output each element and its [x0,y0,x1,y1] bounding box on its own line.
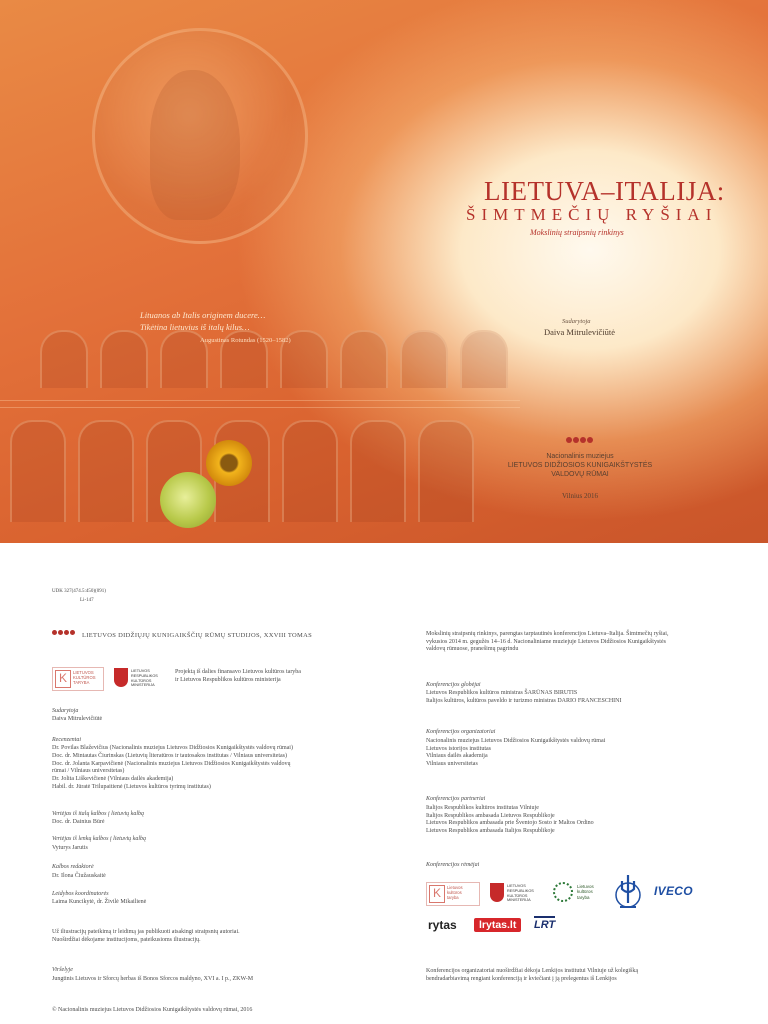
udk-code: UDK 327(474.5:450)(091) [52,589,106,594]
partners-list [426,805,594,835]
logo-line: LIETUVOS [507,884,526,888]
text-line: Už iliustracijų pateikimą ir leidimą jas publikuoti atsakingi straipsnių autoriai. [52,929,240,935]
logo-line: Lietuvos [447,885,463,890]
publisher-line: Nacionalinis muziejus [546,453,614,460]
editor-name: Daiva Mitrulevičiūtė [52,716,103,722]
partner: Italijos Respublikos ambasada Lietuvos Respublikoje [426,812,555,819]
logo-line: Lietuvos [577,884,594,889]
series-logo-icon [52,630,75,635]
publisher-line: VALDOVŲ RŪMAI [551,471,609,478]
reviewer: Dr. Jolita Liškevičienė (Vilniaus dailės akademija) [52,776,174,783]
logo-line: taryba [577,894,590,900]
text-line: Projektą iš dalies finansavo Lietuvos kultūros taryba [175,669,301,675]
reviewers-label: Recenzentai [52,737,81,743]
text-line: bendradarbiavimą rengiant konferenciją ir kviečiant į ją prelegentus iš Lenkijos [426,975,617,982]
portrait-profile [150,70,240,220]
patrons-list [426,690,622,705]
coordinators-label: Leidybos koordinatorės [52,891,109,897]
text-line: ir Lietuvos Respublikos kultūros ministerija [175,676,281,683]
partners-label: Konferencijos partneriai [426,796,486,802]
series-title: LIETUVOS DIDŽIŲJŲ KUNIGAIKŠČIŲ RŪMŲ STUDIJOS, XXVIII TOMAS [82,632,313,639]
editor-label: Sudarytoja [562,318,591,325]
culture-council-logo: K LIETUVOS KULTŪROS TARYBA [52,667,104,691]
organizer: Lietuvos istorijos institutas [426,745,492,752]
sponsor-logo-lkt [553,882,605,904]
patron: Italijos kultūros, kultūros paveldo ir turizmo ministras DARIO FRANCESCHINI [426,697,622,704]
book-subtitle: ŠIMTMEČIŲ RYŠIAI [466,205,718,224]
text-line: Konferencijos organizatoriai nuoširdžiai dėkoja Lenkijos institutui Vilniuje už kolegišką [426,968,639,974]
language-editor-label: Kalbos redaktorė [52,864,94,870]
logo-line: KULTŪROS [131,678,152,683]
organizer: Vilniaus universitetas [426,760,478,767]
partner: Lietuvos Respublikos ambasada Italijos Respublikoje [426,827,555,834]
sponsor-logo-rytas: rytas [428,918,457,932]
logo-line: MINISTERIJA [131,683,155,688]
balustrade [0,407,520,408]
cover-quote [140,309,265,333]
partner: Lietuvos Respublikos ambasada prie Šventojo Sosto ir Maltos Ordino [426,820,594,827]
logo-line: LIETUVOS [131,669,150,673]
sponsor-logo-iveco: IVECO [654,884,693,898]
illustrations-note [52,929,240,944]
sponsor-logo-lrt: LRT [534,916,555,931]
sponsor-logo-emblem [614,871,642,911]
patrons-label: Konferencijos globėjai [426,682,481,688]
translator-it-name: Doc. dr. Dainius Būrė [52,819,105,825]
quote-line: Tikėtina lietuvius iš italų kilus… [140,322,250,332]
reviewer: Habil. dr. Jūratė Trilupaitienė (Lietuvos kultūros tyrimų institutas) [52,783,211,790]
logo-line: MINISTERIJA [507,898,531,903]
logo-line: RESPUBLIKOS [507,888,534,893]
thanks-note [426,968,638,983]
quote-line: Lituanos ab Italis originem ducere… [140,310,266,320]
organizers-list [426,738,605,768]
logo-line: KULTŪROS [507,893,528,898]
organizer: Vilniaus dailės akademija [426,753,488,760]
publisher-name [500,452,660,479]
sponsor-logo-ministry [490,883,546,905]
logo-line: KULTŪROS [73,675,96,681]
reviewer: Dr. Povilas Blaževičius (Nacionalinis muziejus Lietuvos Didžiosios Kunigaikštystės valdovų rūmai) [52,745,293,751]
coat-of-arms-icon [490,883,504,902]
intro-text [426,631,668,654]
book-description: Mokslinių straipsnių rinkinys [530,228,624,237]
editor-name: Daiva Mitrulevičiūtė [544,327,616,337]
logo-line: kultūros [577,889,593,895]
book-title: LIETUVA–ITALIJA: [484,176,725,206]
logo-line: taryba [447,895,459,901]
ministry-logo [114,668,166,690]
text-line: Mokslinių straipsnių rinkinys, parengtas tarptautinės konferencijos Lietuva–Italija. Šimtmečių ryšiai, [426,631,669,637]
coordinators-names: Laima Kuncikytė, dr. Živilė Mikailienė [52,899,147,905]
balustrade [0,400,520,401]
cover-description: Jungtinis Lietuvos ir Sforcų herbas iš Bonos Sforcos maldyno, XVI a. I p., ZKW-M [52,976,254,982]
funding-note [175,669,301,684]
glass-bead-gold [206,440,252,486]
cover-label: Viršelyje [52,967,73,973]
translator-it-label: Vertėjas iš italų kalbos į lietuvių kalbą [52,811,144,817]
text-line: Nuoširdžiai dėkojame institucijoms, pateikusioms iliustracijų. [52,936,201,943]
reviewers-list [52,745,293,792]
coat-of-arms-icon [114,668,128,687]
reviewer: rūmai / Vilniaus universitetas) [52,768,125,775]
text-line: vykusios 2014 m. gegužės 14–16 d. Nacionaliniame muziejuje Lietuvos Didžiosios Kunigaikštystės [426,638,666,645]
patron: Lietuvos Respublikos kultūros ministras ŠARŪNAS BIRUTIS [426,690,578,696]
partner: Italijos Respublikos kultūros institutas Vilniuje [426,805,539,811]
sponsor-logo-culture-council: K Lietuvos kultūros taryba [426,882,480,906]
reviewer: Doc. dr. Mintautas Čiurinskas (Lietuvių literatūros ir tautosakos institutas / Vilniaus universitetas) [52,752,287,759]
logo-line: RESPUBLIKOS [131,673,158,678]
editor-label: Sudarytoja [52,708,79,714]
language-editor-name: Dr. Ilona Čiužauskaitė [52,873,106,879]
quote-author: Augustinas Rotundas (1520–1582) [200,337,291,344]
organizer: Nacionalinis muziejus Lietuvos Didžiosios Kunigaikštystės valdovų rūmai [426,738,606,744]
trident-emblem-icon [614,871,642,911]
copyright: © Nacionalinis muziejus Lietuvos Didžiosios Kunigaikštystės valdovų rūmai, 2016 [52,1007,253,1013]
translator-pl-name: Vyturys Jarutis [52,845,88,851]
lkt-emblem-icon [553,882,573,902]
logo-line: kultūros [447,890,462,896]
sponsor-logo-lrytas: lrytas.lt [474,918,521,932]
museum-logo-icon [566,437,593,443]
organizers-label: Konferencijos organizatoriai [426,729,496,735]
udk-index: Li-147 [80,598,94,603]
logo-line: LIETUVOS [73,670,94,675]
city-year: Vilnius 2016 [562,492,598,500]
reviewer: Doc. dr. Jolanta Karpavičienė (Nacionalinis muziejus Lietuvos Didžiosios Kunigaikštystės valdovų [52,760,291,767]
sponsors-label: Konferencijos rėmėjai [426,862,480,868]
text-line: valdovų rūmuose, pranešimų pagrindu [426,646,519,653]
translator-pl-label: Vertėjas iš lenkų kalbos į lietuvių kalbą [52,836,146,842]
publisher-line: LIETUVOS DIDŽIOSIOS KUNIGAIKŠTYSTĖS [507,462,653,469]
logo-line: TARYBA [73,680,90,686]
glass-bead-green [160,472,216,528]
